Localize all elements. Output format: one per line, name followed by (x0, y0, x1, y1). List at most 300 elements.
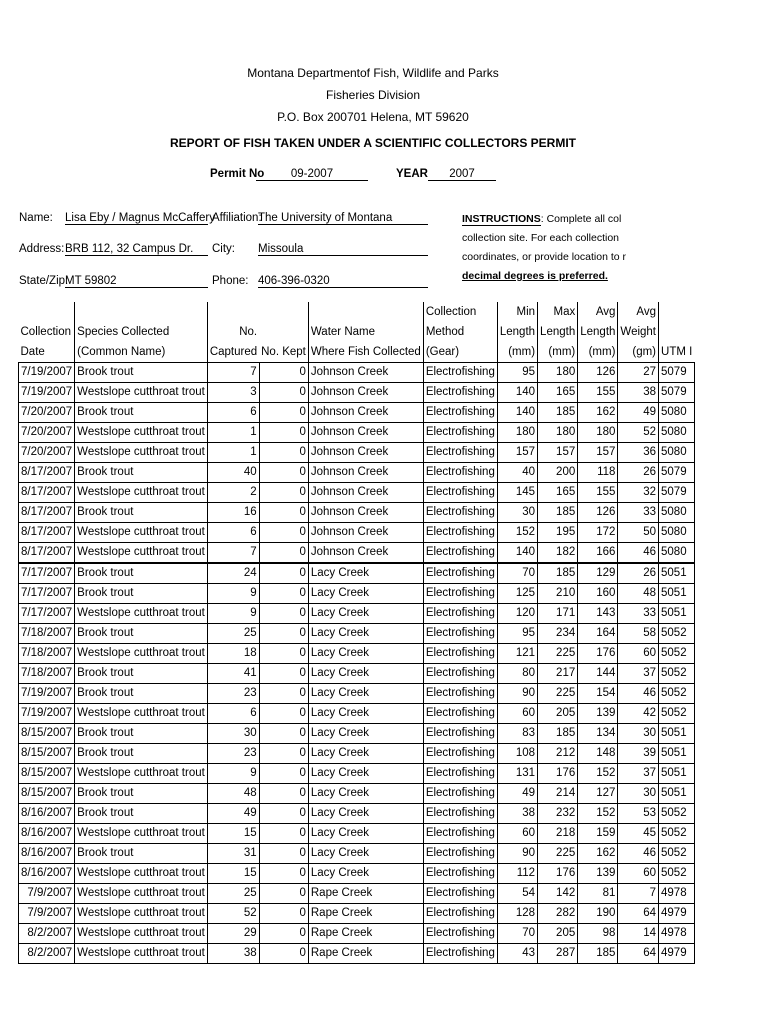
permit-number: 09-2007 (256, 168, 368, 181)
cell-species: Brook trout (75, 744, 208, 764)
cell-avglen: 176 (578, 644, 618, 664)
cell-species: Brook trout (75, 463, 208, 483)
cell-avglen: 139 (578, 864, 618, 884)
affiliation-label: Affiliation: (212, 212, 262, 224)
cell-avgwt: 46 (618, 543, 659, 564)
cell-avgwt: 48 (618, 584, 659, 604)
cell-min: 54 (497, 884, 537, 904)
cell-min: 60 (497, 704, 537, 724)
table-row (19, 684, 695, 704)
cell-kept: 0 (259, 844, 308, 864)
permit-label: Permit No (210, 168, 265, 180)
cell-min: 140 (497, 383, 537, 403)
cell-min: 38 (497, 804, 537, 824)
cell-species: Westslope cutthroat trout (75, 383, 208, 403)
cell-min: 120 (497, 604, 537, 624)
cell-avgwt: 52 (618, 423, 659, 443)
cell-kept: 0 (259, 604, 308, 624)
cell-date: 7/19/2007 (19, 684, 75, 704)
cell-min: 70 (497, 563, 537, 584)
cell-method: Electrofishing (423, 363, 497, 383)
cell-captured: 9 (207, 584, 259, 604)
col-date-header: Collection Date (20, 326, 71, 358)
cell-kept: 0 (259, 403, 308, 423)
report-title: REPORT OF FISH TAKEN UNDER A SCIENTIFIC COLLECTORS PERMIT (169, 136, 576, 150)
cell-avglen: 162 (578, 844, 618, 864)
table-row (19, 423, 695, 443)
cell-date: 8/16/2007 (19, 804, 75, 824)
table-row (19, 864, 695, 884)
cell-water: Lacy Creek (308, 563, 423, 584)
table-row (19, 944, 695, 964)
col-utm-header: UTM I (659, 302, 695, 363)
instructions-line3: coordinates, or provide location to r (462, 251, 627, 263)
cell-method: Electrofishing (423, 924, 497, 944)
cell-captured: 1 (207, 423, 259, 443)
cell-captured: 6 (207, 403, 259, 423)
cell-species: Westslope cutthroat trout (75, 884, 208, 904)
cell-water: Lacy Creek (308, 804, 423, 824)
cell-utm: 5051 (659, 744, 695, 764)
cell-method: Electrofishing (423, 443, 497, 463)
cell-avglen: 172 (578, 523, 618, 543)
cell-avgwt: 46 (618, 684, 659, 704)
cell-water: Rape Creek (308, 944, 423, 964)
cell-method: Electrofishing (423, 724, 497, 744)
cell-max: 212 (538, 744, 578, 764)
year-label: YEAR (396, 168, 428, 180)
cell-max: 218 (538, 824, 578, 844)
cell-species: Brook trout (75, 624, 208, 644)
cell-species: Brook trout (75, 684, 208, 704)
cell-water: Lacy Creek (308, 744, 423, 764)
cell-species: Westslope cutthroat trout (75, 764, 208, 784)
cell-captured: 15 (207, 824, 259, 844)
cell-avgwt: 30 (618, 784, 659, 804)
cell-kept: 0 (259, 644, 308, 664)
cell-avgwt: 38 (618, 383, 659, 403)
cell-utm: 5052 (659, 624, 695, 644)
cell-kept: 0 (259, 704, 308, 724)
cell-avgwt: 30 (618, 724, 659, 744)
cell-avglen: 159 (578, 824, 618, 844)
cell-species: Brook trout (75, 403, 208, 423)
col-max-header: Max Length (mm) (538, 302, 578, 363)
cell-captured: 29 (207, 924, 259, 944)
statezip-value: MT 59802 (65, 275, 208, 288)
cell-date: 7/18/2007 (19, 664, 75, 684)
cell-species: Westslope cutthroat trout (75, 704, 208, 724)
cell-utm: 5079 (659, 363, 695, 383)
cell-avgwt: 37 (618, 664, 659, 684)
cell-avglen: 144 (578, 664, 618, 684)
table-row (19, 764, 695, 784)
cell-captured: 23 (207, 684, 259, 704)
instructions-line2: collection site. For each collection (462, 232, 619, 244)
cell-water: Rape Creek (308, 924, 423, 944)
cell-method: Electrofishing (423, 423, 497, 443)
table-row (19, 644, 695, 664)
cell-avgwt: 37 (618, 764, 659, 784)
cell-avglen: 155 (578, 483, 618, 503)
cell-method: Electrofishing (423, 864, 497, 884)
cell-min: 112 (497, 864, 537, 884)
cell-avgwt: 64 (618, 944, 659, 964)
cell-avglen: 155 (578, 383, 618, 403)
fish-table (18, 302, 695, 964)
cell-avgwt: 39 (618, 744, 659, 764)
instructions-heading: INSTRUCTIONS (462, 213, 541, 225)
cell-utm: 4978 (659, 924, 695, 944)
cell-utm: 5051 (659, 584, 695, 604)
cell-water: Johnson Creek (308, 523, 423, 543)
cell-captured: 31 (207, 844, 259, 864)
cell-date: 8/2/2007 (19, 944, 75, 964)
cell-avglen: 152 (578, 764, 618, 784)
table-row (19, 664, 695, 684)
cell-utm: 5052 (659, 824, 695, 844)
col-species-header: Species Collected (Common Name) (75, 302, 208, 363)
cell-water: Johnson Creek (308, 403, 423, 423)
address-value: BRB 112, 32 Campus Dr. (65, 243, 208, 256)
cell-date: 7/18/2007 (19, 644, 75, 664)
cell-species: Westslope cutthroat trout (75, 523, 208, 543)
cell-date: 8/17/2007 (19, 463, 75, 483)
cell-max: 165 (538, 483, 578, 503)
cell-kept: 0 (259, 383, 308, 403)
cell-min: 121 (497, 644, 537, 664)
cell-max: 185 (538, 563, 578, 584)
cell-date: 7/17/2007 (19, 604, 75, 624)
cell-max: 214 (538, 784, 578, 804)
cell-captured: 38 (207, 944, 259, 964)
cell-date: 8/16/2007 (19, 824, 75, 844)
cell-water: Rape Creek (308, 884, 423, 904)
cell-min: 83 (497, 724, 537, 744)
cell-avglen: 185 (578, 944, 618, 964)
cell-utm: 5079 (659, 483, 695, 503)
cell-max: 287 (538, 944, 578, 964)
cell-max: 185 (538, 724, 578, 744)
cell-water: Johnson Creek (308, 463, 423, 483)
cell-avglen: 143 (578, 604, 618, 624)
cell-utm: 4978 (659, 884, 695, 904)
table-row (19, 503, 695, 523)
table-row (19, 624, 695, 644)
cell-max: 282 (538, 904, 578, 924)
cell-species: Brook trout (75, 363, 208, 383)
cell-species: Brook trout (75, 563, 208, 584)
instructions-line4: decimal degrees is preferred. (462, 270, 608, 282)
cell-min: 125 (497, 584, 537, 604)
cell-method: Electrofishing (423, 563, 497, 584)
cell-captured: 18 (207, 644, 259, 664)
table-row (19, 363, 695, 383)
cell-avgwt: 42 (618, 704, 659, 724)
cell-min: 157 (497, 443, 537, 463)
name-label: Name: (19, 212, 53, 224)
cell-species: Westslope cutthroat trout (75, 904, 208, 924)
cell-captured: 7 (207, 543, 259, 564)
cell-min: 95 (497, 624, 537, 644)
cell-kept: 0 (259, 363, 308, 383)
cell-water: Johnson Creek (308, 483, 423, 503)
cell-utm: 5080 (659, 543, 695, 564)
cell-kept: 0 (259, 624, 308, 644)
cell-min: 80 (497, 664, 537, 684)
cell-captured: 2 (207, 483, 259, 503)
cell-utm: 5052 (659, 844, 695, 864)
cell-species: Westslope cutthroat trout (75, 644, 208, 664)
cell-captured: 25 (207, 624, 259, 644)
cell-date: 8/17/2007 (19, 523, 75, 543)
header-row (19, 302, 695, 363)
cell-max: 232 (538, 804, 578, 824)
cell-utm: 4979 (659, 904, 695, 924)
cell-date: 7/19/2007 (19, 704, 75, 724)
col-kept-header: No. Kept (261, 346, 306, 358)
cell-utm: 5051 (659, 784, 695, 804)
cell-method: Electrofishing (423, 804, 497, 824)
col-avgwt-header: Avg Weight (gm) (618, 302, 659, 363)
table-row (19, 604, 695, 624)
cell-max: 182 (538, 543, 578, 564)
phone-label: Phone: (212, 275, 249, 287)
cell-method: Electrofishing (423, 744, 497, 764)
cell-avgwt: 36 (618, 443, 659, 463)
cell-avglen: 154 (578, 684, 618, 704)
cell-min: 70 (497, 924, 537, 944)
cell-utm: 5079 (659, 383, 695, 403)
cell-method: Electrofishing (423, 764, 497, 784)
cell-water: Johnson Creek (308, 543, 423, 564)
table-row (19, 443, 695, 463)
cell-water: Lacy Creek (308, 664, 423, 684)
cell-kept: 0 (259, 784, 308, 804)
cell-captured: 30 (207, 724, 259, 744)
cell-species: Westslope cutthroat trout (75, 604, 208, 624)
cell-species: Westslope cutthroat trout (75, 443, 208, 463)
table-row (19, 784, 695, 804)
cell-method: Electrofishing (423, 463, 497, 483)
cell-captured: 3 (207, 383, 259, 403)
cell-method: Electrofishing (423, 884, 497, 904)
table-row (19, 884, 695, 904)
cell-date: 8/16/2007 (19, 844, 75, 864)
instructions-box (462, 210, 627, 286)
cell-utm: 5052 (659, 704, 695, 724)
cell-species: Brook trout (75, 784, 208, 804)
statezip-label: State/Zip: (19, 275, 69, 287)
cell-kept: 0 (259, 684, 308, 704)
cell-avgwt: 46 (618, 844, 659, 864)
cell-species: Westslope cutthroat trout (75, 924, 208, 944)
cell-captured: 9 (207, 764, 259, 784)
cell-captured: 25 (207, 884, 259, 904)
col-water-header: Water Name Where Fish Collected (308, 302, 423, 363)
cell-date: 7/19/2007 (19, 363, 75, 383)
cell-utm: 5051 (659, 764, 695, 784)
cell-utm: 5079 (659, 463, 695, 483)
cell-avgwt: 50 (618, 523, 659, 543)
cell-avgwt: 33 (618, 604, 659, 624)
cell-species: Brook trout (75, 664, 208, 684)
cell-date: 7/20/2007 (19, 443, 75, 463)
cell-captured: 40 (207, 463, 259, 483)
cell-max: 142 (538, 884, 578, 904)
table-row (19, 724, 695, 744)
cell-water: Lacy Creek (308, 764, 423, 784)
cell-method: Electrofishing (423, 604, 497, 624)
col-avglen-header: Avg Length (mm) (578, 302, 618, 363)
cell-kept: 0 (259, 724, 308, 744)
cell-captured: 15 (207, 864, 259, 884)
cell-water: Johnson Creek (308, 443, 423, 463)
cell-avglen: 118 (578, 463, 618, 483)
cell-date: 8/2/2007 (19, 924, 75, 944)
cell-avglen: 190 (578, 904, 618, 924)
cell-max: 180 (538, 423, 578, 443)
cell-date: 8/17/2007 (19, 503, 75, 523)
cell-kept: 0 (259, 503, 308, 523)
cell-species: Westslope cutthroat trout (75, 944, 208, 964)
cell-utm: 5052 (659, 804, 695, 824)
cell-method: Electrofishing (423, 944, 497, 964)
cell-method: Electrofishing (423, 624, 497, 644)
cell-kept: 0 (259, 483, 308, 503)
cell-captured: 23 (207, 744, 259, 764)
cell-water: Rape Creek (308, 904, 423, 924)
cell-avgwt: 33 (618, 503, 659, 523)
cell-captured: 9 (207, 604, 259, 624)
affiliation-value: The University of Montana (258, 212, 428, 225)
cell-date: 8/16/2007 (19, 864, 75, 884)
cell-max: 185 (538, 403, 578, 423)
cell-date: 8/15/2007 (19, 744, 75, 764)
cell-max: 210 (538, 584, 578, 604)
cell-utm: 5052 (659, 684, 695, 704)
cell-method: Electrofishing (423, 824, 497, 844)
cell-kept: 0 (259, 824, 308, 844)
cell-avgwt: 32 (618, 483, 659, 503)
cell-min: 145 (497, 483, 537, 503)
cell-kept: 0 (259, 904, 308, 924)
cell-captured: 1 (207, 443, 259, 463)
cell-avglen: 148 (578, 744, 618, 764)
table-row (19, 483, 695, 503)
table-row (19, 844, 695, 864)
col-captured-header: No. Captured (207, 302, 259, 363)
cell-species: Westslope cutthroat trout (75, 483, 208, 503)
agency-name: Montana Departmentof Fish, Wildlife and Parks (247, 66, 499, 80)
cell-max: 157 (538, 443, 578, 463)
cell-utm: 5051 (659, 563, 695, 584)
cell-avglen: 164 (578, 624, 618, 644)
cell-avgwt: 27 (618, 363, 659, 383)
cell-avglen: 166 (578, 543, 618, 564)
cell-avgwt: 45 (618, 824, 659, 844)
cell-kept: 0 (259, 543, 308, 564)
cell-avglen: 180 (578, 423, 618, 443)
cell-utm: 5080 (659, 503, 695, 523)
cell-date: 8/15/2007 (19, 724, 75, 744)
cell-max: 225 (538, 684, 578, 704)
table-row (19, 904, 695, 924)
col-method-header: Collection Method (Gear) (423, 302, 497, 363)
cell-method: Electrofishing (423, 483, 497, 503)
cell-water: Lacy Creek (308, 584, 423, 604)
cell-kept: 0 (259, 764, 308, 784)
table-row (19, 924, 695, 944)
cell-avglen: 98 (578, 924, 618, 944)
cell-utm: 5051 (659, 604, 695, 624)
cell-avgwt: 60 (618, 864, 659, 884)
cell-avglen: 152 (578, 804, 618, 824)
division-name: Fisheries Division (325, 88, 421, 102)
cell-utm: 5080 (659, 403, 695, 423)
cell-kept: 0 (259, 664, 308, 684)
cell-method: Electrofishing (423, 684, 497, 704)
cell-method: Electrofishing (423, 844, 497, 864)
cell-kept: 0 (259, 744, 308, 764)
cell-min: 90 (497, 844, 537, 864)
cell-kept: 0 (259, 924, 308, 944)
phone-value: 406-396-0320 (258, 275, 428, 288)
cell-kept: 0 (259, 563, 308, 584)
cell-captured: 49 (207, 804, 259, 824)
cell-max: 205 (538, 924, 578, 944)
cell-species: Brook trout (75, 724, 208, 744)
cell-kept: 0 (259, 944, 308, 964)
cell-captured: 48 (207, 784, 259, 804)
cell-water: Johnson Creek (308, 383, 423, 403)
cell-min: 95 (497, 363, 537, 383)
cell-min: 131 (497, 764, 537, 784)
cell-water: Lacy Creek (308, 784, 423, 804)
cell-method: Electrofishing (423, 543, 497, 564)
cell-avglen: 157 (578, 443, 618, 463)
cell-method: Electrofishing (423, 403, 497, 423)
cell-utm: 4979 (659, 944, 695, 964)
cell-avglen: 127 (578, 784, 618, 804)
cell-water: Lacy Creek (308, 824, 423, 844)
cell-utm: 5080 (659, 443, 695, 463)
cell-water: Johnson Creek (308, 363, 423, 383)
cell-avgwt: 64 (618, 904, 659, 924)
cell-min: 90 (497, 684, 537, 704)
cell-date: 7/17/2007 (19, 563, 75, 584)
cell-water: Johnson Creek (308, 503, 423, 523)
cell-date: 7/20/2007 (19, 403, 75, 423)
cell-kept: 0 (259, 523, 308, 543)
cell-water: Johnson Creek (308, 423, 423, 443)
cell-avgwt: 58 (618, 624, 659, 644)
cell-date: 7/9/2007 (19, 884, 75, 904)
cell-avgwt: 26 (618, 463, 659, 483)
cell-kept: 0 (259, 423, 308, 443)
cell-min: 30 (497, 503, 537, 523)
table-row (19, 463, 695, 483)
cell-method: Electrofishing (423, 664, 497, 684)
cell-max: 195 (538, 523, 578, 543)
cell-kept: 0 (259, 884, 308, 904)
cell-captured: 41 (207, 664, 259, 684)
cell-date: 7/18/2007 (19, 624, 75, 644)
cell-date: 8/17/2007 (19, 543, 75, 564)
cell-date: 8/15/2007 (19, 784, 75, 804)
cell-date: 7/19/2007 (19, 383, 75, 403)
cell-max: 217 (538, 664, 578, 684)
